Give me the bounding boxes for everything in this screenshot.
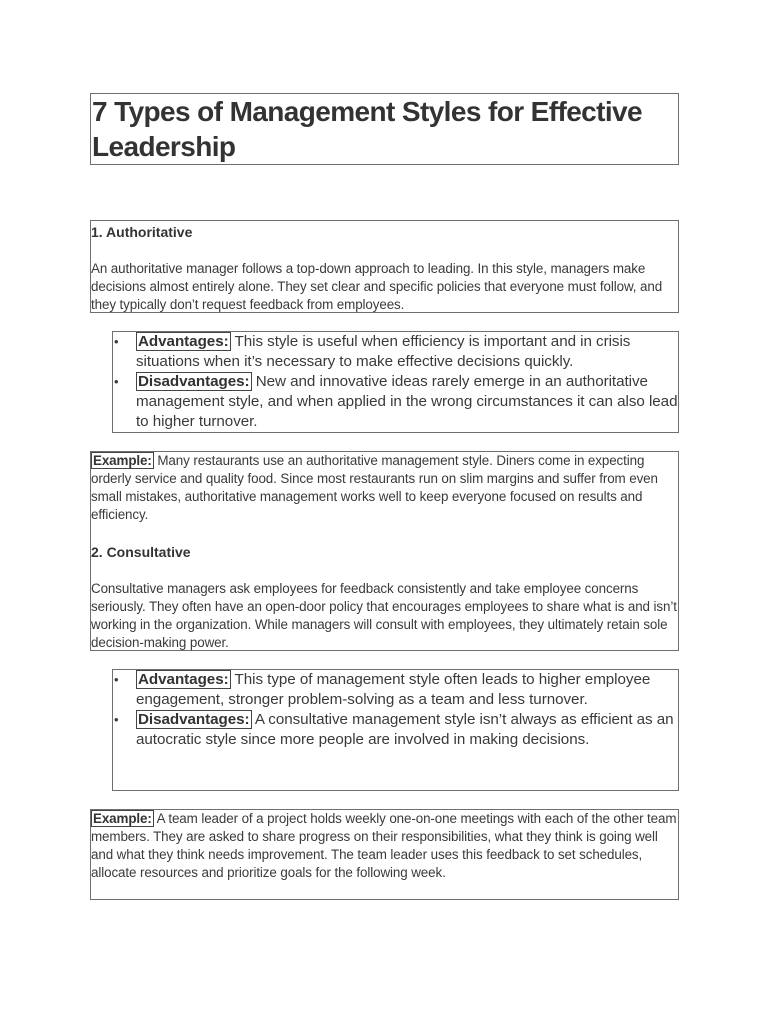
disadvantages-label: Disadvantages: [138,711,250,728]
bullet-icon: • [114,712,119,727]
section-authoritative-example-and-consultative-intro [90,451,679,651]
example-paragraph [91,810,678,882]
example-label: Example: [93,811,152,826]
bullet-icon: • [114,334,119,349]
page-title: 7 Types of Management Styles for Effective Leadership [92,96,643,162]
advantages-text: This style is useful when efficiency is important and in crisis situations when it’s necessary to make effective decisions quickly. [136,333,631,370]
disadvantages-text: A consultative management style isn’t always as efficient as an autocratic style since more people are involved in making decisions. [136,711,674,748]
section-authoritative-intro [90,220,679,313]
section-heading: 1. Authoritative [91,224,193,240]
section-paragraph: Consultative managers ask employees for feedback consistently and take employee concerns seriously. They often have an open-door policy that encourages employees to share what is and isn’t working in the organization. While managers will consult with employees, they ultimately retain sole decision-making power. [91,581,677,650]
advantages-label: Advantages: [138,671,229,688]
disadvantages-item [113,710,678,750]
bullet-icon: • [114,672,119,687]
pros-cons-list [113,670,678,750]
section-paragraph: An authoritative manager follows a top-down approach to leading. In this style, managers make decisions almost entirely alone. They set clear and specific policies that everyone must follow, and they typically don’t request feedback from employees. [91,261,663,312]
example-paragraph [91,452,678,524]
pros-cons-list [113,332,678,432]
advantages-item [113,332,678,372]
disadvantages-label: Disadvantages: [138,373,250,390]
advantages-item [113,670,678,710]
title-box [90,93,679,165]
section-heading: 2. Consultative [91,544,191,560]
example-text: A team leader of a project holds weekly one-on-one meetings with each of the other team members. They are asked to share progress on their responsibilities, what they think is going well and what they think needs improvement. The team leader uses this feedback to set schedules, allocate resources and prioritize goals for the following week. [91,811,677,880]
section-consultative-example [90,809,679,900]
section-consultative-pros-cons [112,669,679,791]
section-authoritative-pros-cons [112,331,679,433]
advantages-text: This type of management style often leads to higher employee engagement, stronger problem-solving as a team and less turnover. [136,671,651,708]
bullet-icon: • [114,374,119,389]
example-label: Example: [93,453,152,468]
example-text: Many restaurants use an authoritative management style. Diners come in expecting orderly service and quality food. Since most restaurants run on slim margins and suffer from even small mistakes, authoritative management works well to keep everyone focused on results and efficiency. [91,453,658,522]
disadvantages-text: New and innovative ideas rarely emerge in an authoritative management style, and when applied in the wrong circumstances it can also lead to higher turnover. [136,373,678,430]
advantages-label: Advantages: [138,333,229,350]
disadvantages-item [113,372,678,432]
